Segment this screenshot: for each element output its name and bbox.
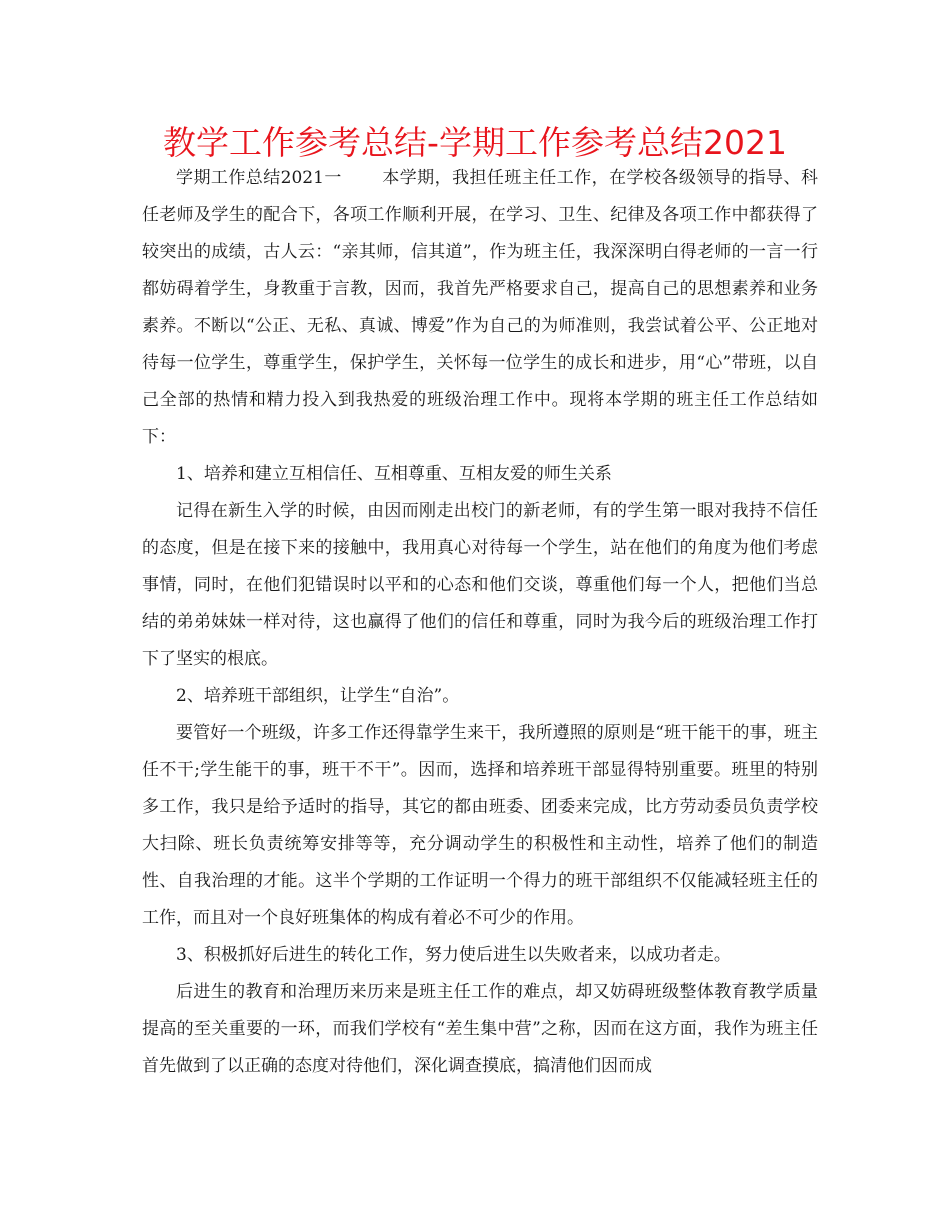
paragraph-3: 要管好一个班级，许多工作还得靠学生来干，我所遵照的原则是“班干能干的事，班主任不干;学生能干的事，班干不干”。因而，选择和培养班干部显得特别重要。班里的特别多工作，我只是给予适时的指导，其它的都由班委、团委来完成，比方劳动委员负责学校大扫除、班长负责统筹安排等等，充分调动学生的积极性和主动性，培养了他们的制造性、自我治理的才能。这半个学期的工作证明一个得力的班干部组织不仅能减轻班主任的工作，而且对一个良好班集体的构成有着必不可少的作用。	[142, 723, 818, 928]
document-title: 教学工作参考总结-学期工作参考总结2021	[163, 123, 787, 162]
paragraph-2: 记得在新生入学的时候，由因而刚走出校门的新老师，有的学生第一眼对我持不信任的态度，但是在接下来的接触中，我用真心对待每一个学生，站在他们的角度为他们考虑事情，同时，在他们犯错误时以平和的心态和他们交谈，尊重他们每一个人，把他们当总结的弟弟妹妹一样对待，这也赢得了他们的信任和尊重，同时为我今后的班级治理工作打下了坚实的根底。	[142, 501, 818, 669]
heading-1: 1、培养和建立互相信任、互相尊重、互相友爱的师生关系	[176, 464, 612, 484]
heading-2: 2、培养班干部组织，让学生“自治”。	[176, 686, 460, 706]
heading-3: 3、积极抓好后进生的转化工作，努力使后进生以失败者来，以成功者走。	[176, 945, 731, 965]
paragraph-4: 后进生的教育和治理历来历来是班主任工作的难点，却又妨碍班级整体教育教学质量提高的至关重要的一环，而我们学校有“差生集中营”之称，因而在这方面，我作为班主任首先做到了以正确的态度对待他们，深化调查摸底，搞清他们因而成	[142, 982, 818, 1076]
document-body	[142, 160, 818, 1085]
intro-label: 学期工作总结2021一	[176, 168, 342, 188]
intro-paragraph	[142, 160, 818, 456]
paragraph-1-text: 本学期，我担任班主任工作，在学校各级领导的指导、科任老师及学生的配合下，各项工作顺利开展，在学习、卫生、纪律及各项工作中都获得了较突出的成绩，古人云：“亲其师，信其道”，作为班主任，我深深明白得老师的一言一行都妨碍着学生，身教重于言教，因而，我首先严格要求自己，提高自己的思想素养和业务素养。不断以“公正、无私、真诚、博爱”作为自己的为师准则，我尝试着公平、公正地对待每一位学生，尊重学生，保护学生，关怀每一位学生的成长和进步，用“心”带班，以自己全部的热情和精力投入到我热爱的班级治理工作中。现将本学期的班主任工作总结如下：	[142, 168, 819, 447]
